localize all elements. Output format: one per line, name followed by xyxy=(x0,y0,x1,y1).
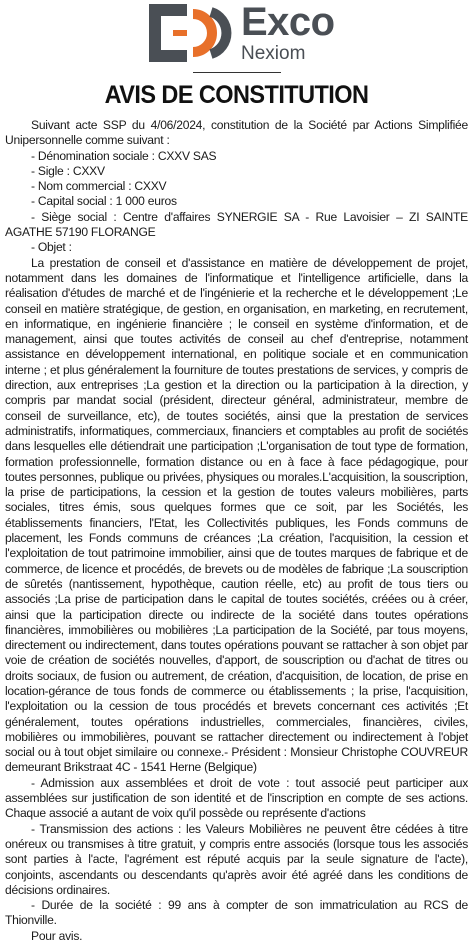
sigle-line: - Sigle : CXXV xyxy=(31,163,105,178)
notice-body xyxy=(5,118,468,944)
object-paragraph: La prestation de conseil et d'assistance en matière de développement de projet, notamment dans les domaines de l'informatique et l'intelligence artificielle, dans la réalisation d'études de marché et de l'ingénierie et la recherche et le développement ;Le conseil en matière stratégique, de gestion, en organisation, en marketing, en recrutement, en informatique, en ingénierie financière ; le conseil en système d'information, et de management, ainsi que toutes activités de conseil au chef d'entreprise, notamment assistance en développement international, en politique sociale et en communication interne ; et plus généralement la fourniture de toutes prestations de services, y compris de direction, aux entreprises ;La gestion et la direction ou la participation à la direction, y compris par mandat social (président, directeur général, administrateur, membre de conseil de surveillance, etc), de toutes sociétés, ainsi que la prestation de services administratifs, informatiques, commerciaux, financiers et comptables au profit de sociétés dans lesquelles elle détiendrait une participation ;L'organisation de tout type de formation, formation professionnelle, formation distance ou en à face à face pédagogique, pour toutes personnes, publique ou privées, physiques ou morales.L'acquisition, la souscription, la prise de participations, la cession et la gestion de toutes valeurs mobilières, parts sociales, titres émis, sous quelques formes que ce soit, par les Sociétés, les établissements financiers, l'Etat, les Collectivités publiques, les Fonds communs de placement, les Fonds communs de créances ;La création, l'acquisition, la cession et l'exploitation de tout patrimoine immobilier, ainsi que de toutes marques de fabrique et de commerce, de licence et procédés, de brevets ou de modèles de fabrique ;La souscription de sûretés (nantissement, hypothèque, caution réelle, etc) au profit de tous tiers ou associés ;La prise de participation dans le capital de toutes sociétés, créées ou à créer, ainsi que la participation directe ou indirecte de la société dans toutes opérations financières, immobilières ou mobilières ;La participation de la Société, par tous moyens, directement ou indirectement, dans toutes opérations pouvant se rattacher à son objet par voie de création de sociétés nouvelles, d'apport, de souscription ou d'achat de titres ou droits sociaux, de fusion ou autrement, de création, d'acquisition, de location, de prise en location-gérance de tous fonds de commerce ou établissements ; la prise, l'acquisition, l'exploitation ou la cession de tous procédés et brevets concernant ces activités ;Et généralement, toutes opérations industrielles, commerciales, financières, civiles, mobilières ou immobilières, pouvant se rattacher directement ou indirectement à l'objet social ou à tout objet similaire ou connexe.- Président : Monsieur Christophe COUVREUR demeurant Brikstraat 4C - 1541 Herne (Belgique) xyxy=(5,255,468,775)
transmission-paragraph: - Transmission des actions : les Valeurs Mobilières ne peuvent être cédées à titre onéreux ou transmises à titre gratuit, y compris entre associés (lorsque tous les associés sont parties à l'acte, l'agrément est réputé acquis par la seule signature de l'acte), conjoints, ascendants ou descendants qu'après avoir été agréé dans les conditions de décisions ordinaires. xyxy=(5,821,468,897)
admission-paragraph: - Admission aux assemblées et droit de vote : tout associé peut participer aux assemblées sur justification de son identité et de l'inscription en compte de ses actions. Chaque associé a autant de voix qu'il possède ou représente d'actions xyxy=(5,775,468,821)
company-logo xyxy=(5,0,468,66)
commercial-name-line: - Nom commercial : CXXV xyxy=(31,179,167,194)
logo-brand-name: Exco xyxy=(241,0,335,44)
exco-logo-icon xyxy=(5,0,235,66)
title-divider xyxy=(193,72,281,73)
denomination-line: - Dénomination sociale : CXXV SAS xyxy=(31,148,217,163)
duration-line: - Durée de la société : 99 ans à compter de son immatriculation au RCS de Thionville. xyxy=(5,898,468,928)
object-heading: - Objet : xyxy=(31,240,72,255)
logo-brand-subname: Nexiom xyxy=(241,43,306,64)
closing-line: Pour avis. xyxy=(31,928,83,943)
intro-paragraph: Suivant acte SSP du 4/06/2024, constitution de la Société par Actions Simplifiée Unipersonnelle comme suivant : xyxy=(5,118,468,148)
capital-line: - Capital social : 1 000 euros xyxy=(31,194,177,209)
notice-title: AVIS DE CONSTITUTION xyxy=(104,81,369,109)
headquarters-line: - Siège social : Centre d'affaires SYNERGIE SA - Rue Lavoisier – ZI SAINTE AGATHE 57190 FLORANGE xyxy=(5,209,468,240)
